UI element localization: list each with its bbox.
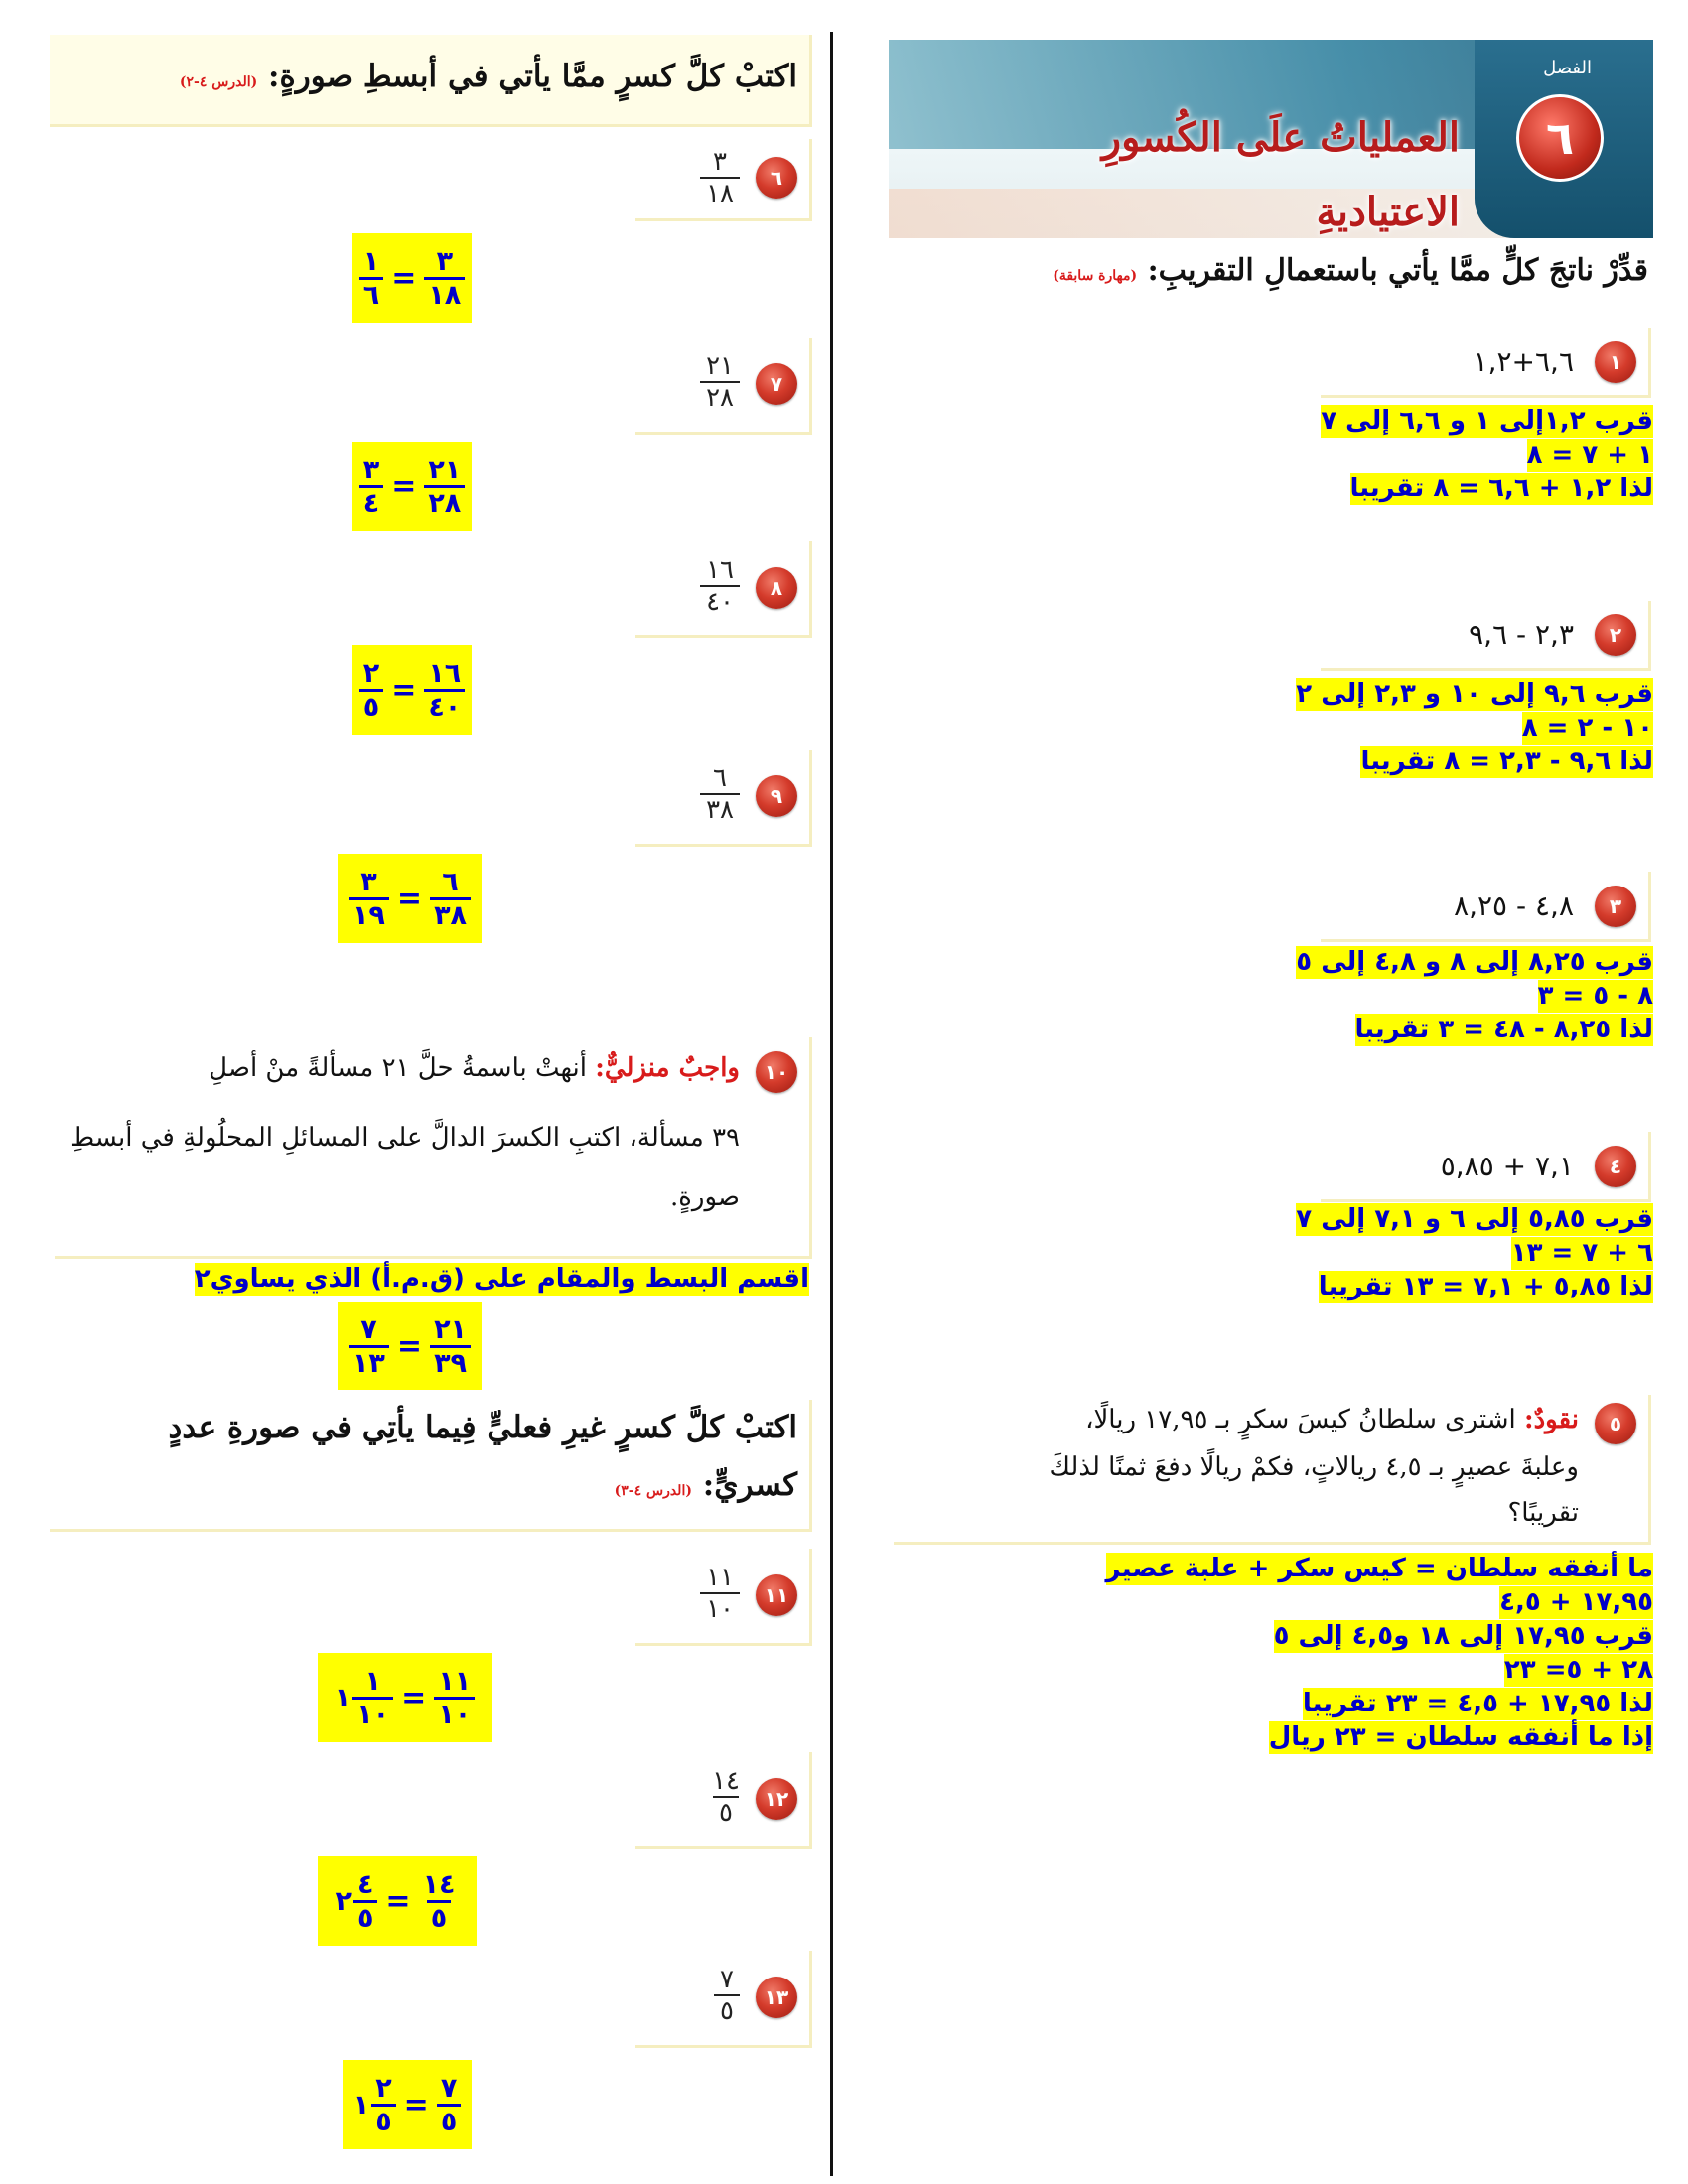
question-3	[1321, 872, 1651, 942]
question-4-expression: ٧,١ + ٥,٨٥	[1440, 1150, 1574, 1182]
answer-10-text: اقسم البسط والمقام على (ق.م.أ) الذي يساوي٢	[194, 1264, 809, 1294]
question-5-text-line1: اشترى سلطانُ كيسَ سكرٍ بـ ١٧,٩٥ ريالًا،	[1085, 1405, 1516, 1434]
answer-8-original	[424, 658, 465, 723]
instruction-mixed-number-line2: كسريٍّ:	[702, 1467, 797, 1503]
answer-11-result	[352, 1666, 393, 1730]
question-13-denominator: ٥	[714, 1994, 740, 2026]
answer-9-result-denominator: ١٩	[349, 897, 389, 931]
chapter-label: الفصل	[1543, 58, 1592, 78]
instruction-estimate-text: قدِّرْ ناتجَ كلٍّ ممَّا يأتي باستعمالِ التقريبِ:	[1147, 253, 1648, 288]
answer-6-original-denominator: ١٨	[424, 277, 465, 311]
question-5	[894, 1395, 1651, 1545]
question-7	[635, 338, 812, 435]
question-2-expression: ٢,٣ - ٩,٦	[1469, 618, 1574, 651]
answer-2-line2: ١٠ - ٢ = ٨	[1521, 713, 1653, 743]
answer-8-original-denominator: ٤٠	[424, 689, 465, 723]
question-3-expression: ٤,٨ - ٨,٢٥	[1454, 889, 1574, 922]
answer-4-line1: قرب ٥,٨٥ إلى ٦ و ٧,١ إلى ٧	[1296, 1204, 1653, 1234]
instruction-estimate-tag: (مهارة سابقة)	[1053, 268, 1138, 284]
question-13-fraction	[714, 1965, 740, 2026]
answer-13-result-denominator: ٥	[371, 2104, 395, 2137]
answer-11-result-numerator: ١	[364, 1665, 381, 1697]
answer-12-original-denominator: ٥	[427, 1900, 451, 1934]
answer-10-result-denominator: ١٣	[349, 1345, 389, 1379]
question-9	[635, 750, 812, 847]
answer-12-whole: ٢	[335, 1885, 352, 1917]
answer-13-original-numerator: ٧	[440, 2072, 458, 2104]
answer-11-original	[434, 1666, 475, 1730]
equals-sign: =	[403, 2087, 429, 2122]
answer-1-line3: لذا ١,٢ + ٦,٦ = ٨ تقريبا	[1349, 474, 1653, 503]
answer-1-line2: ١ + ٧ = ٨	[1526, 440, 1653, 470]
question-4-number: ٤	[1595, 1146, 1636, 1187]
answer-6	[352, 233, 472, 323]
question-12-fraction	[712, 1766, 740, 1828]
question-10-text-line3: صورةٍ.	[670, 1182, 740, 1212]
answer-8-result-numerator: ٢	[362, 657, 380, 689]
answer-6-result-denominator: ٦	[359, 277, 383, 311]
answer-11	[318, 1653, 492, 1742]
answer-2-line1: قرب ٩,٦ إلى ١٠ و ٢,٣ إلى ٢	[1296, 679, 1653, 709]
question-2-number: ٢	[1595, 614, 1636, 656]
answer-11-whole: ١	[334, 1682, 352, 1713]
answer-6-result	[359, 246, 383, 311]
answer-11-original-numerator: ١١	[438, 1665, 472, 1697]
question-4	[1321, 1132, 1651, 1202]
question-8-fraction	[700, 555, 740, 616]
equals-sign: =	[401, 1680, 427, 1715]
answer-6-original	[424, 246, 465, 311]
answer-1-line1: قرب ١,٢إلى ١ و ٦,٦ إلى ٧	[1321, 406, 1653, 436]
question-11-number: ١١	[756, 1574, 797, 1616]
instruction-simplest-form-tag: (الدرس ٤-٢)	[179, 74, 258, 90]
question-7-numerator: ٢١	[706, 351, 734, 381]
equals-sign: =	[391, 672, 417, 708]
answer-10-original	[430, 1314, 471, 1379]
question-10-number: ١٠	[756, 1051, 797, 1093]
answer-4-line3: لذا ٥,٨٥ + ٧,١ = ١٣ تقريبا	[1318, 1272, 1653, 1301]
answer-7-result	[359, 455, 383, 519]
answer-5-line2: ١٧,٩٥ + ٤,٥	[1499, 1587, 1653, 1617]
answer-12-result-numerator: ٤	[356, 1868, 374, 1900]
answer-9-original-denominator: ٣٨	[430, 897, 471, 931]
answer-11-result-denominator: ١٠	[352, 1697, 393, 1730]
question-8-numerator: ١٦	[706, 555, 734, 585]
answer-7-original-denominator: ٢٨	[424, 485, 465, 519]
column-divider	[830, 32, 833, 2176]
chapter-number: ٦	[1545, 111, 1575, 165]
question-7-fraction	[700, 351, 740, 413]
answer-5-line6: إذا ما أنفقه سلطان = ٢٣ ريال	[1268, 1722, 1653, 1752]
question-11-fraction	[700, 1563, 740, 1624]
answer-12-result-denominator: ٥	[353, 1900, 377, 1934]
question-7-denominator: ٢٨	[700, 381, 740, 413]
answer-13-original-denominator: ٥	[437, 2104, 461, 2137]
answer-3-line3: لذا ٨,٢٥ - ٤٨ = ٣ تقريبا	[1354, 1015, 1653, 1044]
chapter-title-line2: الاعتياديةِ	[1316, 189, 1460, 235]
answer-7	[352, 442, 472, 531]
question-1-number: ١	[1595, 341, 1636, 383]
answer-9	[338, 854, 482, 943]
answer-7-result-numerator: ٣	[362, 454, 380, 485]
chapter-number-badge	[1516, 94, 1604, 182]
answer-13	[343, 2060, 472, 2149]
question-6-denominator: ١٨	[700, 177, 740, 208]
answer-6-original-numerator: ٣	[436, 245, 454, 277]
question-5-text-line3: تقريبًا؟	[1507, 1498, 1579, 1528]
answer-8-result	[359, 658, 383, 723]
question-9-numerator: ٦	[713, 763, 728, 793]
question-12	[635, 1752, 812, 1849]
instruction-simplest-form-text: اكتبْ كلَّ كسرٍ ممَّا يأتي في أبسطِ صورةٍ:	[268, 59, 797, 94]
equals-sign: =	[391, 469, 417, 504]
instruction-estimate	[854, 253, 1648, 288]
instruction-mixed-number-line1: اكتبْ كلَّ كسرٍ غيرِ فعليٍّ فِيما يأتِي في صورةِ عددٍ	[168, 1410, 797, 1445]
answer-13-whole: ١	[352, 2089, 370, 2120]
answer-9-original-numerator: ٦	[442, 866, 459, 897]
question-12-number: ١٢	[756, 1778, 797, 1820]
chapter-title-line1: العملياتُ علَى الكُسورِ	[1101, 114, 1460, 161]
question-8	[635, 541, 812, 638]
answer-6-result-numerator: ١	[362, 245, 380, 277]
question-8-number: ٨	[756, 567, 797, 609]
question-13-numerator: ٧	[720, 1965, 734, 1994]
answer-8	[352, 645, 472, 735]
answer-12	[318, 1856, 477, 1946]
answer-9-original	[430, 867, 471, 931]
instruction-mixed-number-row2	[615, 1467, 797, 1503]
question-5-text-line2: وعلبةَ عصيرٍ بـ ٤,٥ ريالاتٍ، فكمْ ريالًا دفعَ ثمنًا لذلكَ	[1049, 1452, 1579, 1482]
answer-11-original-denominator: ١٠	[434, 1697, 475, 1730]
answer-7-original	[424, 455, 465, 519]
answer-7-result-denominator: ٤	[359, 485, 383, 519]
question-9-number: ٩	[756, 775, 797, 817]
question-10-line1	[209, 1053, 740, 1083]
question-10-keyword: واجبٌ منزليٌّ:	[595, 1053, 740, 1083]
question-13-number: ١٣	[756, 1977, 797, 2018]
question-6-fraction	[700, 147, 740, 208]
answer-10	[338, 1302, 482, 1390]
question-12-numerator: ١٤	[712, 1766, 740, 1796]
question-2	[1321, 601, 1651, 671]
instruction-mixed-number-tag: (الدرس ٤-٣)	[614, 1483, 692, 1499]
question-6-number: ٦	[756, 157, 797, 199]
question-9-fraction	[700, 763, 740, 825]
question-6	[635, 139, 812, 221]
question-3-number: ٣	[1595, 886, 1636, 927]
question-13	[635, 1951, 812, 2048]
instruction-simplest-form-row	[180, 59, 797, 94]
answer-7-original-numerator: ٢١	[428, 454, 462, 485]
question-9-denominator: ٣٨	[700, 793, 740, 825]
answer-3-line1: قرب ٨,٢٥ إلى ٨ و ٤,٨ إلى ٥	[1296, 947, 1653, 977]
equals-sign: =	[385, 1883, 411, 1919]
question-10-text-line1: أنهتْ باسمةُ حلَّ ٢١ مسألةً منْ أصلِ	[209, 1053, 587, 1083]
question-5-keyword: نقودٌ:	[1524, 1405, 1579, 1434]
equals-sign: =	[396, 881, 423, 916]
answer-2-line3: لذا ٩,٦ - ٢,٣ = ٨ تقريبا	[1360, 747, 1653, 776]
question-6-numerator: ٣	[713, 147, 728, 177]
answer-8-result-denominator: ٥	[359, 689, 383, 723]
answer-9-result-numerator: ٣	[360, 866, 377, 897]
answer-12-original-numerator: ١٤	[422, 1868, 456, 1900]
answer-10-result-numerator: ٧	[360, 1313, 377, 1345]
question-7-number: ٧	[756, 363, 797, 405]
question-5-line1	[1085, 1405, 1579, 1434]
question-8-denominator: ٤٠	[700, 585, 740, 616]
answer-5-line4: ٢٨ + ٥= ٢٣	[1503, 1655, 1653, 1685]
question-5-number: ٥	[1595, 1403, 1636, 1444]
answer-13-result	[371, 2073, 395, 2137]
question-11-denominator: ١٠	[700, 1592, 740, 1624]
answer-5-line1: ما أنفقه سلطان = كيس سكر + علبة عصير	[1105, 1554, 1653, 1583]
answer-13-original	[437, 2073, 461, 2137]
question-11-numerator: ١١	[706, 1563, 734, 1592]
answer-12-result	[353, 1869, 377, 1934]
equals-sign: =	[396, 1328, 423, 1364]
answer-10-original-denominator: ٣٩	[430, 1345, 471, 1379]
answer-5-line3: قرب ١٧,٩٥ إلى ١٨ و٤,٥ إلى ٥	[1273, 1621, 1653, 1651]
answer-10-result	[349, 1314, 389, 1379]
instruction-mixed-number	[50, 1400, 812, 1532]
answer-4-line2: ٦ + ٧ = ١٣	[1510, 1238, 1653, 1268]
answer-10-original-numerator: ٢١	[434, 1313, 468, 1345]
answer-12-original	[419, 1869, 460, 1934]
question-10-text-line2: ٣٩ مسألة، اكتبِ الكسرَ الدالَّ على المسائلِ المحلُولةِ في أبسطِ	[70, 1123, 740, 1153]
question-1	[1321, 328, 1651, 398]
question-1-expression: ٦,٦+١,٢	[1473, 345, 1574, 378]
instruction-simplest-form	[50, 35, 812, 127]
question-12-denominator: ٥	[713, 1796, 739, 1828]
question-11	[635, 1549, 812, 1646]
answer-9-result	[349, 867, 389, 931]
question-10	[55, 1037, 812, 1259]
equals-sign: =	[391, 260, 417, 296]
answer-3-line2: ٨ - ٥ = ٣	[1537, 981, 1653, 1011]
answer-5-line5: لذا ١٧,٩٥ + ٤,٥ = ٢٣ تقريبا	[1302, 1689, 1653, 1718]
answer-8-original-numerator: ١٦	[428, 657, 462, 689]
chapter-banner	[889, 40, 1653, 238]
answer-13-result-numerator: ٢	[375, 2072, 392, 2104]
